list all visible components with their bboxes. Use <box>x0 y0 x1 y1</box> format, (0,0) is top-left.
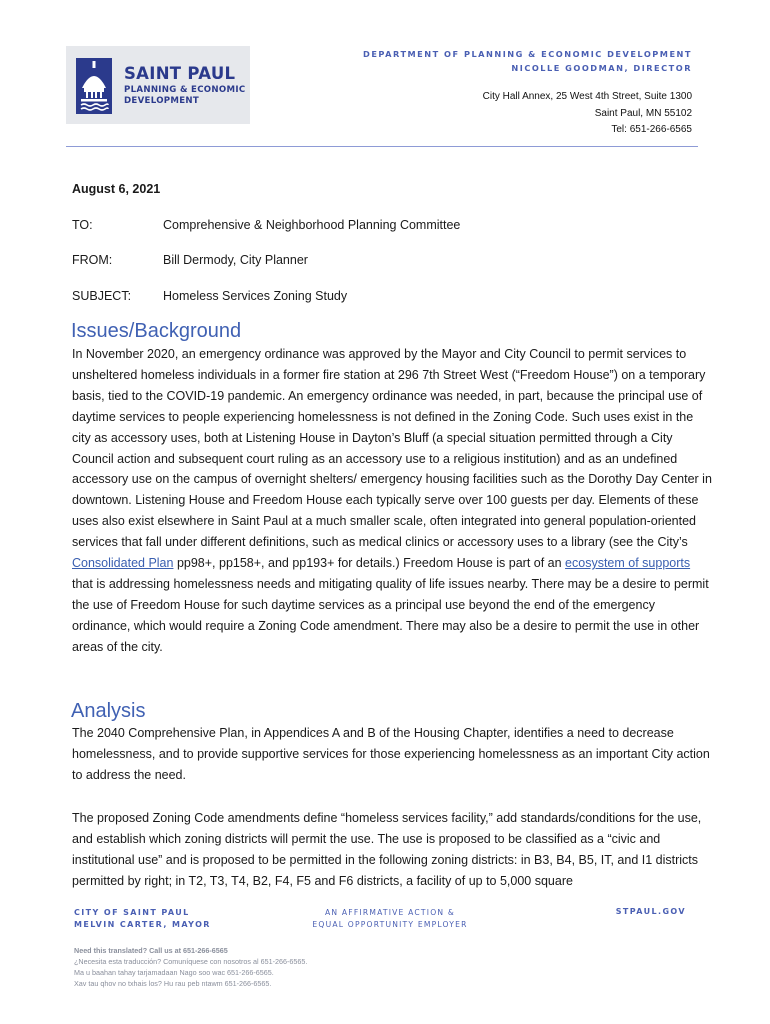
header-divider <box>66 146 698 147</box>
issues-heading: Issues/Background <box>71 320 242 342</box>
address-line1: City Hall Annex, 25 West 4th Street, Suite 1300 <box>482 91 692 102</box>
translation-somali: Ma u baahan tahay tarjamadaan Nago soo wac 651-266-6565. <box>74 968 274 977</box>
memo-from-label: FROM: <box>72 253 113 267</box>
logo <box>66 46 250 124</box>
memo-subject <box>72 289 347 303</box>
memo-to-label: TO: <box>72 218 93 232</box>
translation-spanish: ¿Necesita esta traducción? Comuníquese con nosotros al 651-266-6565. <box>74 957 308 966</box>
translation-hmong: Xav tau qhov no txhais los? Hu rau peb ntawm 651-266-6565. <box>74 979 272 988</box>
memo-to <box>72 218 460 232</box>
footer-mayor: MELVIN CARTER, MAYOR <box>74 920 211 929</box>
footer-translation <box>74 945 307 989</box>
memo-date: August 6, 2021 <box>72 182 161 196</box>
memo-subject-label: SUBJECT: <box>72 289 132 303</box>
footer-eoe-line2: EQUAL OPPORTUNITY EMPLOYER <box>312 920 468 929</box>
translation-english: Need this translated? Call us at 651-266-6565 <box>74 946 228 955</box>
footer-city <box>74 907 211 931</box>
address-line2: Saint Paul, MN 55102 <box>594 107 692 119</box>
memo-from-value: Bill Dermody, City Planner <box>163 253 308 267</box>
memo-from <box>72 253 308 267</box>
issues-text-1: In November 2020, an emergency ordinance was approved by the Mayor and City Council to permit services to unsheltered homeless individuals in a former fire station at 296 7th Street West (“Freedom House”) on a temporary basis, tied to the COVID-19 pandemic. An emergency ordinance was needed, in part, because the principal use of daytime services to people experiencing homelessness is not defined in the Zoning Code. Such uses exist in the city as accessory uses, both at Listening House in Dayton’s Bluff (a special situation permitted through a City Council action and subsequent court ruling as an accessory use to a religious institution) and as an undefined accessory use on the campus of overnight shelters/ emergency housing facilities such as the Dorothy Day Center in downtown. Listening House and Freedom House each typically serve over 100 guests per day. Elements of these uses also exist elsewhere in Saint Paul at a much smaller scale, often integrated into general population-oriented services that fall under different definitions, such as medical clinics or accessory uses to a library (see the City’s <box>72 347 712 550</box>
issues-text-3: that is addressing homelessness needs and mitigating quality of life issues nearby. There may be a desire to permit the use of Freedom House for such daytime services as a principal use beyond the end of the emergency ordinance, which would require a Zoning Code amendment. There may also be a desire to permit the use in other areas of the city. <box>72 576 709 654</box>
issues-text-2: pp98+, pp158+, and pp193+ for details.) Freedom House is part of an <box>173 556 566 571</box>
issues-paragraph <box>72 344 712 658</box>
logo-title: SAINT PAUL <box>124 64 236 83</box>
ecosystem-of-supports-link[interactable]: ecosystem of supports <box>565 556 691 571</box>
analysis-paragraph-2: The proposed Zoning Code amendments define “homeless services facility,” add standards/conditions for the use, and establish which zoning districts will permit the use. The use is proposed to be classified as a “civic and institutional use” and is proposed to be permitted in the following zoning districts: in B3, B4, B5, IT, and I1 districts permitted by right; in T2, T3, T4, B2, F4, F5 and F6 districts, a facility of up to 5,000 square <box>72 811 702 888</box>
logo-subtitle <box>124 85 245 107</box>
footer-eoe <box>300 907 480 931</box>
analysis-paragraph-1: The 2040 Comprehensive Plan, in Appendices A and B of the Housing Chapter, identifies a need to decrease homelessness, and to provide supportive services for those experiencing homelessness as an important City action to address the need. <box>72 726 710 782</box>
department-name: DEPARTMENT OF PLANNING & ECONOMIC DEVELOPMENT <box>363 49 692 59</box>
address-block <box>483 89 692 139</box>
footer-eoe-line1: AN AFFIRMATIVE ACTION & <box>324 908 455 917</box>
memo-to-value: Comprehensive & Neighborhood Planning Committee <box>163 218 461 232</box>
department-header <box>363 47 692 75</box>
footer-website: STPAUL.GOV <box>615 907 686 916</box>
capitol-dome-icon <box>76 58 112 114</box>
logo-subtitle-line2: DEVELOPMENT <box>124 96 200 106</box>
analysis-heading: Analysis <box>71 700 146 722</box>
consolidated-plan-link[interactable]: Consolidated Plan <box>72 556 174 571</box>
memo-subject-value: Homeless Services Zoning Study <box>163 289 348 303</box>
footer-city-name: CITY OF SAINT PAUL <box>74 908 190 917</box>
logo-subtitle-line1: PLANNING & ECONOMIC <box>124 85 246 95</box>
director-name: NICOLLE GOODMAN, DIRECTOR <box>511 63 692 73</box>
phone: Tel: 651-266-6565 <box>611 124 692 135</box>
